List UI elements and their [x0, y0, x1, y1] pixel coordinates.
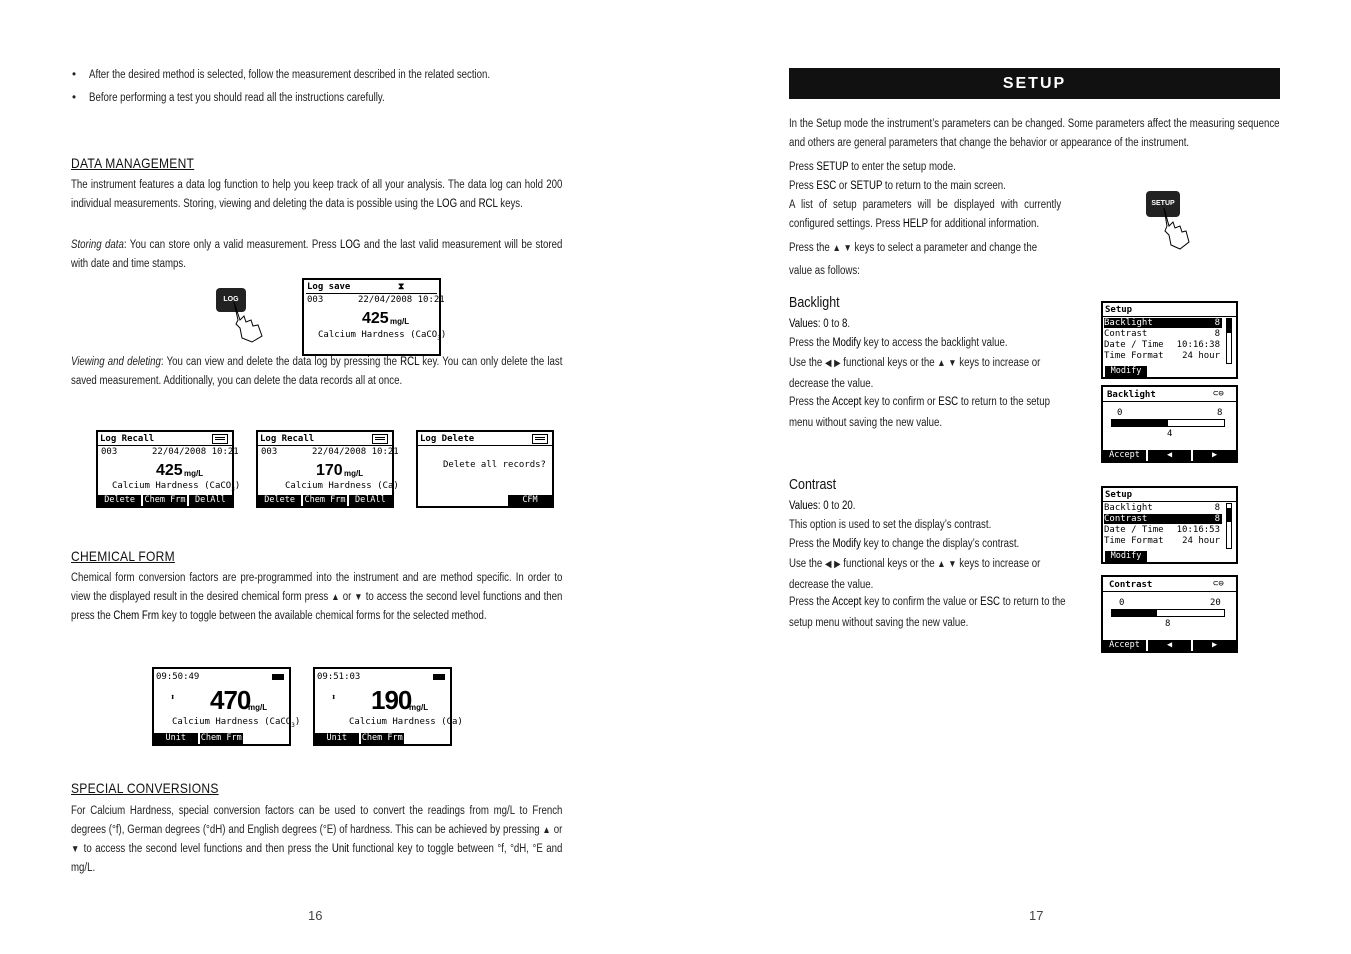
- screen-title: Log Delete: [420, 434, 475, 444]
- range-min: 0: [1117, 408, 1123, 418]
- special-conversions-paragraph: For Calcium Hardness, special conversion factors can be used to convert the readings from mg/L to French degrees (°f), German degrees (°dH) and English degrees (°E) of hardness. This can be achieved by pressing ▲ or ▼ to access the second level functions and then press the Unit functional key to toggle between °f, °dH, °E and mg/L.: [71, 805, 563, 874]
- modify-key: Modify: [1105, 551, 1147, 562]
- list-icon: [212, 434, 228, 444]
- setup-row-timeformat: Time Format 24 hour: [1104, 536, 1220, 546]
- delall-key: DelAll: [349, 495, 392, 506]
- log-datetime: 22/04/2008 10:21: [152, 447, 239, 457]
- up-arrow-icon: ▲: [832, 243, 841, 254]
- page-number: 17: [1029, 908, 1044, 923]
- reading-value: 170: [316, 462, 343, 479]
- contrast-option-line: This option is used to set the display’s contrast.: [789, 519, 992, 531]
- down-arrow-icon: ▼: [948, 358, 957, 369]
- bullet-text: After the desired method is selected, follow the measurement described in the related section.: [89, 69, 491, 81]
- reading-unit: mg/L: [184, 469, 204, 478]
- accept-key: Accept: [1103, 640, 1146, 651]
- setup-row-backlight: Backlight 8: [1104, 318, 1220, 328]
- unit-key: Unit: [315, 733, 359, 744]
- updown-arrow-icon: ⬍: [170, 693, 176, 703]
- function-keys: [1103, 640, 1236, 651]
- right-arrow-icon: ▶: [834, 358, 841, 369]
- screen-title: Contrast: [1109, 580, 1153, 590]
- modify-key: Modify: [1105, 366, 1147, 377]
- left-arrow-icon: ◀: [824, 358, 832, 369]
- viewing-deleting-paragraph: Viewing and deleting: You can view and delete the data log by pressing the RCL key. You can only delete the last saved measurement. Additionally, you can delete the data records all at once.: [71, 356, 563, 387]
- log-datetime: 22/04/2008 10:21: [358, 295, 445, 305]
- list-icon: [372, 434, 388, 444]
- backlight-modify-line: Press the Modify key to access the backlight value.: [789, 337, 1008, 349]
- right-key: ▶: [1193, 450, 1236, 461]
- setup-row-timeformat: Time Format 24 hour: [1104, 351, 1220, 361]
- measurement-screen-2: [313, 667, 463, 746]
- chem-frm-key: Chem Frm: [304, 495, 346, 505]
- down-arrow-icon: ▼: [354, 592, 363, 603]
- page-number: 16: [308, 908, 323, 923]
- setup-title-bar: SETUP: [789, 68, 1280, 99]
- setup-row-contrast: Contrast 8: [1104, 514, 1220, 524]
- pointing-hand-icon: [226, 298, 272, 344]
- current-value: 8: [1165, 619, 1171, 629]
- right-key: ▶: [1193, 640, 1236, 651]
- backlight-level-bar: [1111, 419, 1225, 427]
- screen-title: Log save: [307, 282, 351, 292]
- scrollbar: [1226, 503, 1232, 549]
- range-max: 8: [1217, 408, 1223, 418]
- setup-row-backlight: Backlight 8: [1104, 503, 1220, 513]
- reading-label: Calcium Hardness (Ca): [349, 717, 463, 727]
- function-keys: [1103, 450, 1236, 461]
- data-management-heading: DATA MANAGEMENT: [71, 155, 195, 171]
- log-save-screen: [302, 278, 447, 356]
- up-arrow-icon: ▲: [937, 358, 946, 369]
- accept-key: Accept: [1103, 450, 1146, 461]
- reading-label: Calcium Hardness (CaCO$_3$): [112, 481, 241, 493]
- screen-title: Log Recall: [100, 434, 155, 444]
- list-icon: [532, 434, 548, 444]
- bullet-text: Before performing a test you should read all the instructions carefully.: [89, 92, 385, 104]
- contrast-heading: Contrast: [789, 477, 837, 493]
- reading-value: 425: [156, 462, 183, 479]
- chem-frm-key: Chem Frm: [144, 495, 186, 505]
- special-conversions-heading: SPECIAL CONVERSIONS: [71, 780, 219, 796]
- storing-data-paragraph: Storing data: You can store only a valid measurement. Press LOG and the last valid measurement will be stored with date and time stamps.: [71, 239, 563, 270]
- reading-label: Calcium Hardness (CaCO$_3$): [318, 330, 447, 342]
- setup-row-contrast: Contrast 8: [1104, 329, 1220, 339]
- chemical-form-paragraph: Chemical form conversion factors are pre-programmed into the instrument and are method specific. In order to view the displayed result in the desired chemical form press ▲ or ▼ to access the second level functions and then press the Chem Frm key to toggle between the available chemical forms for the selected method.: [71, 572, 563, 622]
- function-keys: [258, 495, 392, 506]
- delete-key: Delete: [258, 495, 301, 506]
- up-arrow-icon: ▲: [542, 825, 551, 836]
- log-index: 003: [261, 447, 278, 457]
- setup-row-datetime: Date / Time 10:16:38: [1104, 340, 1220, 350]
- reading-unit: mg/L: [344, 469, 364, 478]
- up-arrow-icon: ▲: [937, 559, 946, 570]
- setup-list-line: A list of setup parameters will be displayed with currently configured settings. Press HELP for additional information.: [789, 199, 1062, 230]
- backlight-accept-line: Press the Accept key to confirm or ESC to return to the setup menu without saving the new value.: [789, 396, 1050, 429]
- delete-message: Delete all records?: [443, 460, 546, 470]
- reading-label: Calcium Hardness (CaCO$_3$): [172, 717, 301, 729]
- function-keys: [315, 733, 404, 744]
- contrast-level-bar: [1111, 609, 1225, 617]
- current-value: 4: [1167, 429, 1173, 439]
- battery-icon: [272, 674, 284, 680]
- delete-key: Delete: [98, 495, 141, 506]
- reading-unit: mg/L: [409, 703, 429, 712]
- setup-intro: In the Setup mode the instrument’s parameters can be changed. Some parameters affect the measuring sequence and others are general parameters that change the behavior or appearance of the instrument.: [789, 118, 1280, 149]
- contrast-values: Values: 0 to 20.: [789, 500, 856, 512]
- log-delete-screen: [416, 430, 554, 508]
- log-recall-screen-2: [256, 430, 399, 508]
- function-keys: [154, 733, 243, 744]
- clock: 09:51:03: [317, 672, 361, 682]
- cfm-key: CFM: [508, 495, 552, 506]
- updown-arrow-icon: ⬍: [331, 693, 337, 703]
- scrollbar: [1226, 318, 1232, 364]
- right-arrow-icon: ▶: [834, 559, 841, 570]
- log-datetime: 22/04/2008 10:21: [312, 447, 399, 457]
- setup-key-icon: SETUP: [1146, 191, 1180, 217]
- reading-unit: mg/L: [248, 703, 268, 712]
- log-index: 003: [101, 447, 118, 457]
- delall-key: DelAll: [189, 495, 232, 506]
- backlight-use-line: Use the ◀ ▶ functional keys or the ▲ ▼ keys to increase or decrease the value.: [789, 357, 1041, 390]
- key-icon: ⊂⊖: [1213, 579, 1224, 589]
- screen-title: Log Recall: [260, 434, 315, 444]
- left-key: ◀: [1148, 640, 1191, 651]
- battery-icon: [433, 674, 445, 680]
- contrast-screen: [1101, 575, 1238, 653]
- key-icon: ⊂⊖: [1213, 389, 1224, 399]
- log-key-icon: LOG: [216, 288, 246, 312]
- up-arrow-icon: ▲: [331, 592, 340, 603]
- chem-frm-key: Chem Frm: [200, 733, 242, 743]
- screen-title: Backlight: [1107, 390, 1156, 400]
- contrast-accept-line: Press the Accept key to confirm the value or ESC to return to the setup menu without saving the new value.: [789, 596, 1066, 629]
- setup-enter-line: Press SETUP to enter the setup mode.: [789, 161, 956, 173]
- function-keys: [98, 495, 232, 506]
- log-recall-screen-1: [96, 430, 241, 508]
- setup-keys-line: Press the ▲ ▼ keys to select a parameter and change the value as follows:: [789, 242, 1038, 277]
- contrast-modify-line: Press the Modify key to change the display’s contrast.: [789, 538, 1020, 550]
- setup-return-line: Press ESC or SETUP to return to the main screen.: [789, 180, 1006, 192]
- range-max: 20: [1210, 598, 1221, 608]
- backlight-screen: [1101, 385, 1238, 463]
- data-management-paragraph: The instrument features a data log function to help you keep track of all your analysis. The data log can hold 200 individual measurements. Storing, viewing and deleting the data is possible using the LOG and RCL keys.: [71, 179, 563, 210]
- backlight-heading: Backlight: [789, 295, 840, 311]
- reading-value: 470: [210, 685, 251, 715]
- screen-title: Setup: [1105, 490, 1133, 500]
- pointing-hand-icon: [1156, 204, 1196, 252]
- reading-value: 190: [371, 685, 412, 715]
- chemical-form-heading: CHEMICAL FORM: [71, 548, 175, 564]
- left-arrow-icon: ◀: [824, 559, 832, 570]
- clock: 09:50:49: [156, 672, 200, 682]
- unit-key: Unit: [154, 733, 198, 744]
- chem-frm-key: Chem Frm: [361, 733, 403, 743]
- setup-row-datetime: Date / Time 10:16:53: [1104, 525, 1220, 535]
- screen-title: Setup: [1105, 305, 1133, 315]
- range-min: 0: [1119, 598, 1125, 608]
- bullet-dot: •: [72, 92, 77, 104]
- backlight-values: Values: 0 to 8.: [789, 318, 851, 330]
- setup-menu-screen-1: [1101, 301, 1238, 379]
- reading-value: 425: [362, 310, 389, 327]
- bullet-dot: •: [72, 69, 77, 81]
- down-arrow-icon: ▼: [843, 243, 852, 254]
- down-arrow-icon: ▼: [948, 559, 957, 570]
- reading-unit: mg/L: [390, 317, 410, 326]
- reading-label: Calcium Hardness (Ca): [285, 481, 399, 491]
- contrast-use-line: Use the ◀ ▶ functional keys or the ▲ ▼ keys to increase or decrease the value.: [789, 558, 1041, 591]
- setup-menu-screen-2: [1101, 486, 1238, 564]
- log-index: 003: [307, 295, 324, 305]
- down-arrow-icon: ▼: [71, 844, 81, 855]
- left-key: ◀: [1148, 450, 1191, 461]
- hourglass-icon: ⧗: [398, 282, 405, 292]
- measurement-screen-1: [152, 667, 301, 746]
